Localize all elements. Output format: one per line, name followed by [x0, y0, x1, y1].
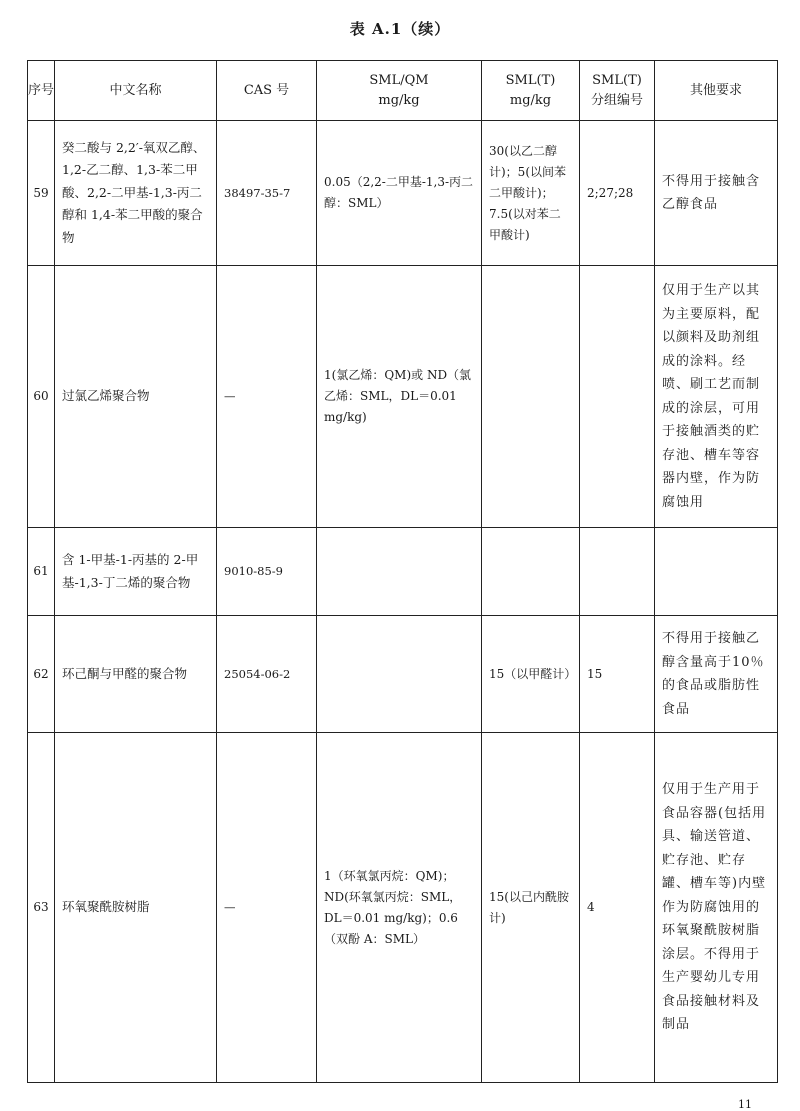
cell-group: 2;27;28 [580, 121, 655, 266]
cell-sml-t: 30(以乙二醇计)；5(以间苯二甲酸计)；7.5(以对苯二甲酸计) [482, 121, 580, 266]
table-row [28, 266, 778, 528]
header-cas: CAS 号 [217, 61, 317, 121]
cell-group: 4 [580, 733, 655, 1083]
cell-other [655, 528, 778, 616]
cell-group [580, 266, 655, 528]
table-row [28, 121, 778, 266]
cell-group [580, 528, 655, 616]
cell-group: 15 [580, 616, 655, 733]
header-group-line1: SML(T) [592, 72, 642, 88]
cell-cas: 38497-35-7 [217, 121, 317, 266]
cell-cas: — [217, 266, 317, 528]
additive-table [27, 60, 778, 1083]
header-sml-t [482, 61, 580, 121]
table-row [28, 733, 778, 1083]
cell-name: 癸二酸与 2,2′-氧双乙醇、1,2-乙二醇、1,3-苯二甲酸、2,2-二甲基-1,3-丙二醇和 1,4-苯二甲酸的聚合物 [55, 121, 217, 266]
cell-sml-qm: 1(氯乙烯：QM)或 ND（氯乙烯：SML，DL＝0.01 mg/kg) [317, 266, 482, 528]
cell-cas: 25054-06-2 [217, 616, 317, 733]
header-seq: 序号 [28, 61, 55, 121]
header-row [28, 61, 778, 121]
header-other: 其他要求 [655, 61, 778, 121]
cell-seq: 62 [28, 616, 55, 733]
page-number: 11 [738, 1098, 752, 1111]
header-sml-t-line2: mg/kg [509, 92, 552, 108]
header-group-line2: 分组编号 [590, 92, 643, 108]
cell-sml-qm [317, 528, 482, 616]
header-sml-qm-line2: mg/kg [378, 92, 420, 108]
cell-other: 仅用于生产以其为主要原料，配以颜料及助剂组成的涂料。经喷、刷工艺而制成的涂层，可用于接触酒类的贮存池、槽车等容器内壁，作为防腐蚀用 [655, 266, 778, 528]
cell-cas: 9010-85-9 [217, 528, 317, 616]
cell-seq: 59 [28, 121, 55, 266]
header-sml-qm-line1: SML/QM [369, 72, 429, 88]
cell-seq: 61 [28, 528, 55, 616]
table-title: 表 A.1（续） [349, 20, 451, 38]
cell-name: 过氯乙烯聚合物 [55, 266, 217, 528]
cell-name: 含 1-甲基-1-丙基的 2-甲基-1,3-丁二烯的聚合物 [55, 528, 217, 616]
cell-name: 环氧聚酰胺树脂 [55, 733, 217, 1083]
cell-sml-qm: 1（环氧氯丙烷：QM)；ND(环氧氯丙烷：SML，DL＝0.01 mg/kg)；0.6（双酚 A：SML） [317, 733, 482, 1083]
cell-sml-t: 15（以甲醛计） [482, 616, 580, 733]
cell-seq: 60 [28, 266, 55, 528]
cell-other: 不得用于接触乙醇含量高于10％的食品或脂肪性食品 [655, 616, 778, 733]
cell-name: 环己酮与甲醛的聚合物 [55, 616, 217, 733]
cell-sml-t [482, 528, 580, 616]
cell-other: 不得用于接触含乙醇食品 [655, 121, 778, 266]
header-sml-qm [317, 61, 482, 121]
cell-seq: 63 [28, 733, 55, 1083]
table-row [28, 616, 778, 733]
cell-sml-qm: 0.05（2,2-二甲基-1,3-丙二醇：SML） [317, 121, 482, 266]
header-group [580, 61, 655, 121]
cell-sml-t [482, 266, 580, 528]
cell-sml-t: 15(以己内酰胺计) [482, 733, 580, 1083]
cell-sml-qm [317, 616, 482, 733]
header-sml-t-line1: SML(T) [505, 72, 556, 88]
cell-other: 仅用于生产用于食品容器(包括用具、输送管道、贮存池、贮存罐、槽车等)内壁作为防腐蚀用的环氧聚酰胺树脂涂层。不得用于生产婴幼儿专用食品接触材料及制品 [655, 733, 778, 1083]
cell-cas: — [217, 733, 317, 1083]
header-name: 中文名称 [55, 61, 217, 121]
table-row [28, 528, 778, 616]
